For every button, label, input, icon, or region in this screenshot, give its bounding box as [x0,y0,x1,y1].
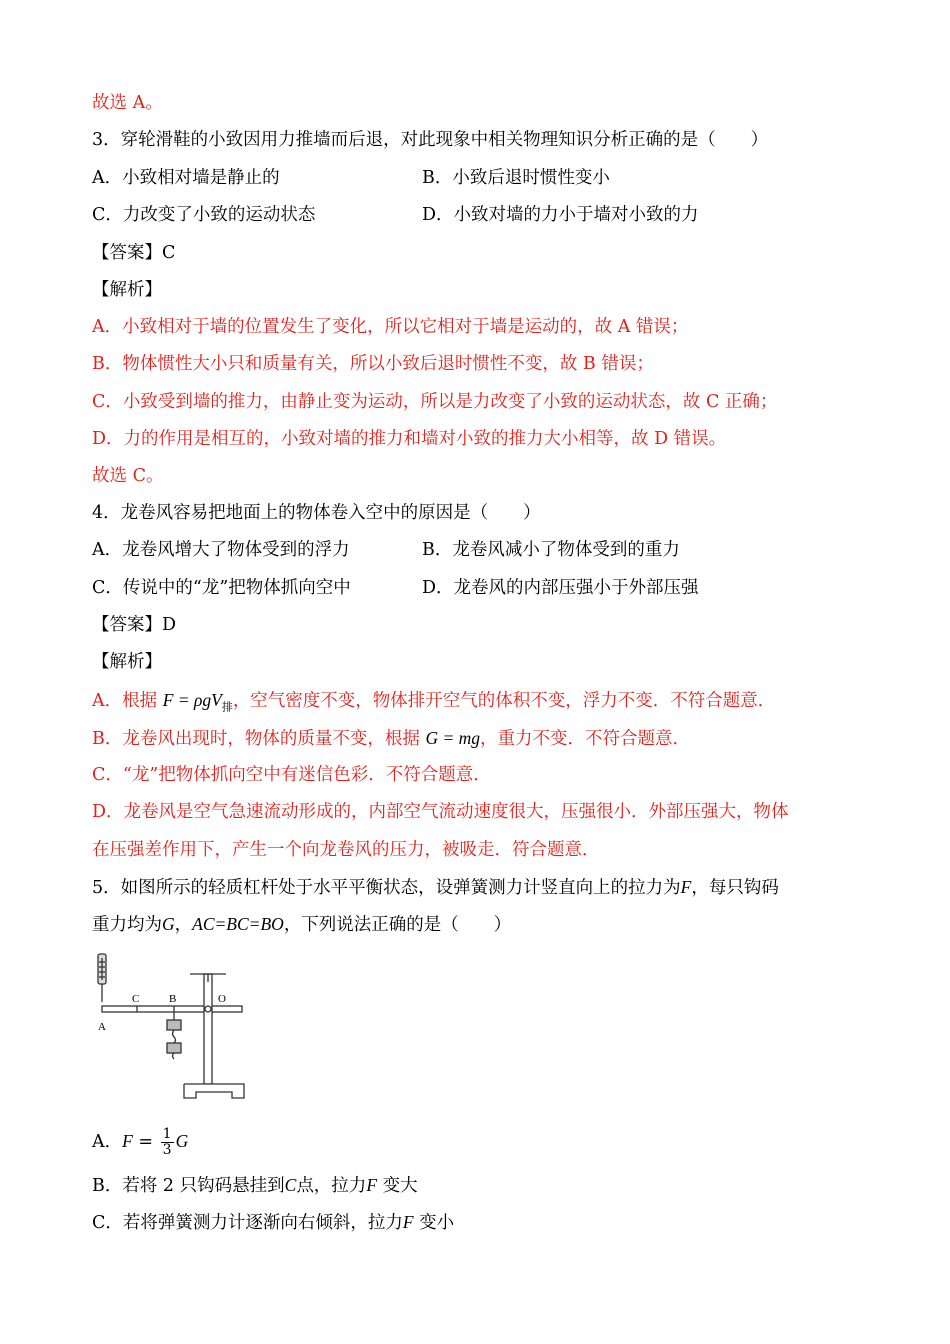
question-3-analysis-b: B．物体惯性大小只和质量有关，所以小致后退时惯性不变，故 B 错误； [92,354,654,374]
analysis-a-suffix: ，空气密度不变，物体排开空气的体积不变，浮力不变．不符合题意． [232,691,776,711]
q5-option-b-force: F [366,1175,378,1195]
label-point-a: A [98,1021,106,1033]
hook-weight-1 [167,1020,181,1030]
q5-gravity-symbol: G [162,914,175,934]
question-3-analysis-d: D．力的作用是相互的，小致对墙的推力和墙对小致的推力大小相等，故 D 错误。 [92,429,727,449]
q5-option-c-force: F [402,1212,414,1232]
analysis-b-suffix: ，重力不变．不符合题意． [480,729,691,749]
label-point-b: B [169,993,177,1005]
question-5-option-c [92,1209,454,1236]
analysis-b-prefix: B．龙卷风出现时，物体的质量不变，根据 [92,729,420,749]
pivot-point [205,1006,211,1012]
question-3-answer: 【答案】C [92,243,176,263]
question-4-analysis-a [92,687,775,721]
line-previous-answer: 故选 A。 [92,93,163,113]
q5-stem-prefix: 5．如图所示的轻质杠杆处于水平平衡状态，设弹簧测力计竖直向上的拉力为 [92,878,681,898]
question-3-analysis-a: A．小致相对于墙的位置发生了变化，所以它相对于墙是运动的，故 A 错误； [92,317,689,337]
question-5-stem-line2 [92,911,511,938]
q5-option-c-prefix: C．若将弹簧测力计逐渐向右倾斜，拉力 [92,1213,403,1233]
q5-option-b-point: C [284,1175,297,1195]
q5-force-symbol: F [680,877,692,897]
q5-stem2-comma: ， [174,915,193,935]
q5-option-b-mid: 点，拉力 [296,1176,367,1196]
buoyancy-formula-subscript: 排 [221,700,233,714]
q5-length-equation: AC=BC=BO [192,914,284,934]
fraction-numerator: 1 [162,1126,172,1142]
question-4-option-a: A．龙卷风增大了物体受到的浮力 [92,540,350,560]
question-3-conclusion: 故选 C。 [92,466,164,486]
question-4-analysis-c: C．“龙”把物体抓向空中有迷信色彩．不符合题意． [92,765,491,785]
question-3-option-b: B．小致后退时惯性变小 [422,168,610,188]
question-3-option-c: C．力改变了小致的运动状态 [92,205,316,225]
question-4-analysis-d-line1: D．龙卷风是空气急速流动形成的，内部空气流动速度很大，压强很小．外部压强大，物体 [92,802,789,822]
question-3-option-a: A．小致相对墙是静止的 [92,168,280,188]
lever-stand [204,974,212,1084]
label-point-c: C [132,993,140,1005]
lever-bar [102,1006,242,1012]
analysis-a-prefix: A．根据 [92,691,158,711]
one-third-fraction [161,1127,174,1158]
q5-option-a-gravity: G [175,1131,189,1151]
question-3-analysis-heading: 【解析】 [92,280,162,300]
question-4-answer: 【答案】D [92,615,177,635]
fraction-denominator: 3 [162,1142,172,1158]
question-5-option-b [92,1172,418,1199]
question-5-option-a [92,1127,188,1158]
question-3-option-d: D．小致对墙的力小于墙对小致的力 [422,205,699,225]
question-4-analysis-d-line2: 在压强差作用下，产生一个向龙卷风的压力，被吸走．符合题意． [92,840,600,860]
buoyancy-formula: F = ρgV [162,690,222,710]
question-4-option-c: C．传说中的“龙”把物体抓向空中 [92,578,351,598]
q5-option-c-suffix: 变小 [419,1213,455,1233]
label-point-o: O [218,993,226,1005]
question-4-option-d: D．龙卷风的内部压强小于外部压强 [422,578,699,598]
q5-stem2-suffix: ，下列说法正确的是（ ） [283,915,512,935]
lever-diagram [92,950,252,1110]
q5-option-b-suffix: 变大 [382,1176,418,1196]
question-3-analysis-c: C．小致受到墙的推力，由静止变为运动，所以是力改变了小致的运动状态，故 C 正确； [92,392,778,412]
question-4-analysis-heading: 【解析】 [92,652,162,672]
question-4-option-b: B．龙卷风减小了物体受到的重力 [422,540,680,560]
question-5-stem-line1 [92,874,779,901]
q5-option-a-prefix: A． [92,1132,123,1152]
gravity-formula: G = mg [425,728,481,748]
q5-option-a-equals: = [138,1132,154,1152]
question-4-stem: 4．龙卷风容易把地面上的物体卷入空中的原因是（ ） [92,503,541,523]
q5-stem-suffix: ，每只钩码 [691,878,779,898]
q5-option-a-force: F [122,1131,133,1151]
q5-option-b-prefix: B．若将 2 只钩码悬挂到 [92,1176,285,1196]
q5-stem2-prefix: 重力均为 [92,915,162,935]
question-3-stem: 3．穿轮滑鞋的小致因用力推墙而后退，对此现象中相关物理知识分析正确的是（ ） [92,130,769,150]
question-4-analysis-b [92,725,690,752]
hook-weight-2 [167,1043,181,1053]
